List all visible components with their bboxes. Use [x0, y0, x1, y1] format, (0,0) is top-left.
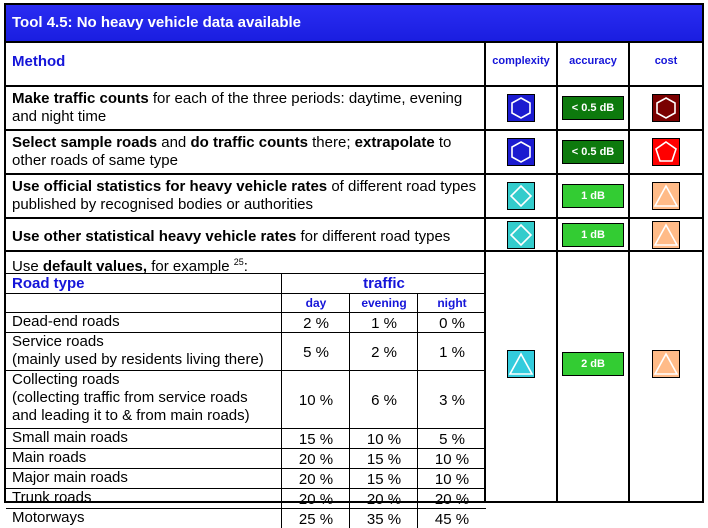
method-cell — [6, 131, 486, 173]
road-type-name: Major main roads — [12, 469, 128, 486]
accuracy-cell — [558, 219, 630, 250]
complexity-cell — [486, 219, 558, 250]
road-value-night: 10 % — [434, 471, 470, 488]
road-value-day: 20 % — [298, 471, 334, 488]
road-value-day: 20 % — [298, 451, 334, 468]
cost-cell — [630, 175, 702, 217]
road-value-night: 3 % — [439, 392, 465, 409]
intro-text: Use — [12, 258, 43, 275]
road-value-night: 5 % — [439, 431, 465, 448]
road-value-day: 2 % — [303, 315, 329, 332]
road-value-night: 20 % — [434, 491, 470, 508]
road-value-evening: 20 % — [366, 491, 402, 508]
method-row — [6, 131, 702, 175]
period-night: night — [437, 296, 467, 310]
footnote-ref: 25 — [233, 257, 244, 267]
method-text: of different road types published by recognised bodies or authorities — [12, 178, 477, 213]
road-row — [6, 448, 486, 468]
method-text: for each of the three periods: daytime, evening and night time — [12, 90, 463, 125]
road-value-day: 20 % — [298, 491, 334, 508]
road-value-evening: 15 % — [366, 451, 402, 468]
road-type-name: Collecting roads (collecting traffic from service roads and leading it to & from main roads) — [12, 371, 250, 424]
method-row — [6, 87, 702, 131]
accuracy-badge: 1 dB — [562, 184, 624, 208]
road-row — [6, 370, 486, 428]
method-text: for different road types — [296, 228, 451, 245]
default-values-row — [6, 252, 702, 528]
cost-header: cost — [654, 55, 678, 67]
method-cell — [6, 175, 486, 217]
cost-cell — [630, 87, 702, 129]
road-value-day: 25 % — [298, 511, 334, 528]
diamond-icon — [507, 221, 535, 249]
cost-header-cell — [630, 43, 702, 85]
road-type-name: Main roads — [12, 449, 87, 466]
diamond-icon — [507, 182, 535, 210]
road-row — [6, 468, 486, 488]
intro-end: : — [243, 258, 248, 275]
method-description — [6, 131, 484, 170]
complexity-cell — [486, 87, 558, 129]
period-header-row — [6, 293, 486, 312]
accuracy-badge: 2 dB — [562, 352, 624, 376]
road-type-name: Trunk roads — [12, 489, 92, 506]
method-description — [6, 219, 484, 246]
road-row — [6, 312, 486, 332]
accuracy-badge: < 0.5 dB — [562, 140, 624, 164]
road-value-evening: 10 % — [366, 431, 402, 448]
complexity-header-cell — [486, 43, 558, 85]
road-type-header: Road type — [12, 275, 85, 292]
default-complexity-cell — [486, 252, 558, 503]
method-header: Method — [12, 53, 66, 70]
method-cell — [6, 87, 486, 129]
method-bold: do traffic counts — [190, 134, 308, 151]
road-type-name: Motorways — [12, 509, 85, 526]
road-value-day: 10 % — [298, 392, 334, 409]
complexity-cell — [486, 175, 558, 217]
cost-cell — [630, 131, 702, 173]
hexagon-icon — [507, 94, 535, 122]
method-row — [6, 219, 702, 252]
triangle-icon — [652, 182, 680, 210]
method-bold: Select sample roads — [12, 134, 158, 151]
accuracy-cell — [558, 175, 630, 217]
method-bold: Use other statistical heavy vehicle rates — [12, 228, 297, 245]
header-row — [6, 43, 702, 87]
default-values-cell — [6, 252, 486, 528]
method-text: there; — [307, 134, 355, 151]
road-value-evening: 2 % — [371, 344, 397, 361]
intro-bold: default values, — [42, 258, 148, 275]
tool-title: Tool 4.5: No heavy vehicle data available — [6, 5, 702, 43]
complexity-header: complexity — [492, 55, 550, 67]
hexagon-icon — [652, 94, 680, 122]
method-description — [6, 175, 484, 214]
road-row — [6, 508, 486, 528]
intro-text-post: for example — [147, 258, 234, 275]
road-row — [6, 428, 486, 448]
road-value-night: 45 % — [434, 511, 470, 528]
complexity-cell — [486, 131, 558, 173]
road-value-day: 5 % — [303, 344, 329, 361]
road-value-evening: 15 % — [366, 471, 402, 488]
road-type-name: Dead-end roads — [12, 313, 120, 330]
method-cell — [6, 219, 486, 250]
method-text: to other roads of same type — [12, 134, 452, 169]
triangle-icon — [507, 350, 535, 378]
road-table-header — [6, 273, 486, 293]
default-accuracy-cell — [558, 252, 630, 503]
accuracy-header: accuracy — [569, 55, 617, 67]
method-text: and — [157, 134, 191, 151]
cost-cell — [630, 219, 702, 250]
period-evening: evening — [361, 296, 407, 310]
road-value-evening: 35 % — [366, 511, 402, 528]
road-type-name: Small main roads — [12, 429, 128, 446]
method-bold: Make traffic counts — [12, 90, 149, 107]
method-header-cell — [6, 43, 486, 85]
road-value-evening: 6 % — [371, 392, 397, 409]
road-value-night: 0 % — [439, 315, 465, 332]
road-row — [6, 332, 486, 370]
accuracy-badge: < 0.5 dB — [562, 96, 624, 120]
road-value-night: 1 % — [439, 344, 465, 361]
road-value-night: 10 % — [434, 451, 470, 468]
method-bold: Use official statistics for heavy vehicle rates — [12, 178, 328, 195]
road-type-name: Service roads (mainly used by residents living there) — [12, 333, 264, 368]
pentagon-icon — [652, 138, 680, 166]
method-row — [6, 175, 702, 219]
road-row — [6, 488, 486, 508]
tool-table — [4, 3, 704, 528]
triangle-icon — [652, 221, 680, 249]
triangle-icon — [652, 350, 680, 378]
default-cost-cell — [630, 252, 702, 503]
method-bold: extrapolate — [354, 134, 435, 151]
road-value-evening: 1 % — [371, 315, 397, 332]
road-value-day: 15 % — [298, 431, 334, 448]
traffic-header: traffic — [363, 275, 405, 292]
accuracy-cell — [558, 87, 630, 129]
method-description — [6, 87, 484, 126]
accuracy-badge: 1 dB — [562, 223, 624, 247]
accuracy-cell — [558, 131, 630, 173]
period-day: day — [305, 296, 327, 310]
accuracy-header-cell — [558, 43, 630, 85]
hexagon-icon — [507, 138, 535, 166]
